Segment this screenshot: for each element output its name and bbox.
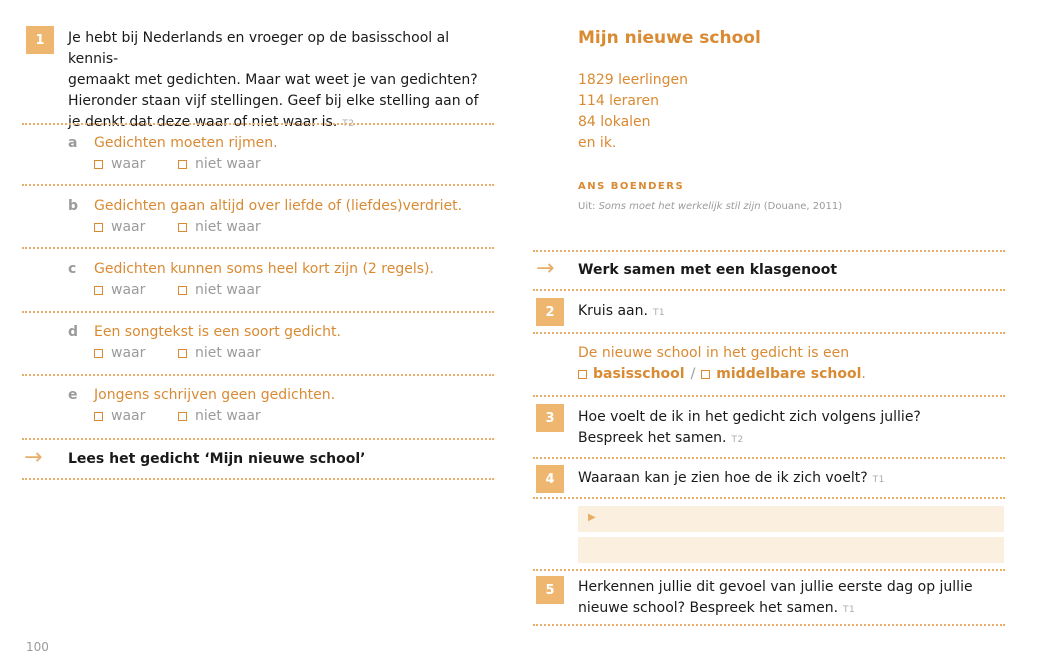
- divider: [533, 395, 1005, 397]
- statement-a-option-true[interactable]: waar: [94, 156, 145, 172]
- question-3-badge: 3: [536, 404, 564, 432]
- divider: [533, 569, 1005, 571]
- question-2-sentence: De nieuwe school in het gedicht is een: [578, 345, 850, 361]
- statement-b-option-false[interactable]: niet waar: [178, 219, 261, 235]
- statement-a-letter: a: [68, 135, 78, 151]
- statement-a-text: Gedichten moeten rijmen.: [94, 135, 278, 151]
- divider: [22, 374, 494, 376]
- divider: [22, 184, 494, 186]
- poem-body: [578, 70, 688, 154]
- checkbox-icon[interactable]: [578, 370, 587, 379]
- difficulty-tag: T1: [843, 605, 856, 615]
- poem-source: Uit: Soms moet het werkelijk stil zijn (Douane, 2011): [578, 201, 843, 212]
- question-2-badge: 2: [536, 298, 564, 326]
- statement-b-option-true[interactable]: waar: [94, 219, 145, 235]
- statement-e-text: Jongens schrijven geen gedichten.: [94, 387, 336, 403]
- divider: [22, 123, 494, 125]
- statement-d-text: Een songtekst is een soort gedicht.: [94, 324, 341, 340]
- difficulty-tag: T2: [731, 435, 744, 445]
- question-1-text: [68, 28, 498, 135]
- question-5-badge: 5: [536, 576, 564, 604]
- question-3-text: Hoe voelt de ik in het gedicht zich volgens jullie? Bespreek het samen. T2: [578, 409, 921, 446]
- choice-middelbare-school[interactable]: middelbare school.: [716, 366, 866, 382]
- checkbox-icon[interactable]: [94, 160, 103, 169]
- poem-title: Mijn nieuwe school: [578, 28, 761, 48]
- checkbox-icon[interactable]: [178, 286, 187, 295]
- statement-e-letter: e: [68, 387, 78, 403]
- checkbox-icon[interactable]: [178, 223, 187, 232]
- instruction-work-together: Werk samen met een klasgenoot: [578, 262, 838, 278]
- poem-line: 114 leraren: [578, 93, 659, 109]
- difficulty-tag: T2: [342, 119, 355, 129]
- question-2-choices: basisschool / middelbare school.: [578, 366, 866, 382]
- page-number: 100: [26, 640, 49, 654]
- choice-basisschool[interactable]: basisschool: [593, 366, 685, 382]
- checkbox-icon[interactable]: [701, 370, 710, 379]
- question-1-line: Hieronder staan vijf stellingen. Geef bij elke stelling aan of: [68, 93, 479, 109]
- arrow-right-icon: →: [536, 256, 555, 281]
- poem-author: ANS BOENDERS: [578, 181, 685, 192]
- question-4-badge: 4: [536, 465, 564, 493]
- checkbox-icon[interactable]: [178, 412, 187, 421]
- question-1-badge: 1: [26, 26, 54, 54]
- difficulty-tag: T1: [872, 475, 885, 485]
- play-marker-icon: ▶: [588, 512, 596, 523]
- checkbox-icon[interactable]: [94, 412, 103, 421]
- question-1-line: Je hebt bij Nederlands en vroeger op de basisschool al kennis-: [68, 30, 450, 67]
- divider: [533, 497, 1005, 499]
- statement-b-text: Gedichten gaan altijd over liefde of (liefdes)verdriet.: [94, 198, 463, 214]
- checkbox-icon[interactable]: [178, 349, 187, 358]
- statement-c-letter: c: [68, 261, 77, 277]
- difficulty-tag: T1: [652, 308, 666, 318]
- question-1-line: gemaakt met gedichten. Maar wat weet je van gedichten?: [68, 72, 478, 88]
- question-1-line: je denkt dat deze waar of niet waar is. T2: [68, 114, 355, 130]
- statement-c-option-false[interactable]: niet waar: [178, 282, 261, 298]
- answer-field[interactable]: [578, 537, 1004, 563]
- arrow-right-icon: →: [24, 445, 43, 470]
- statement-e-option-true[interactable]: waar: [94, 408, 145, 424]
- statement-e-option-false[interactable]: niet waar: [178, 408, 261, 424]
- statement-d-option-false[interactable]: niet waar: [178, 345, 261, 361]
- divider: [533, 457, 1005, 459]
- divider: [22, 247, 494, 249]
- statement-a-option-false[interactable]: niet waar: [178, 156, 261, 172]
- checkbox-icon[interactable]: [178, 160, 187, 169]
- statement-d-option-true[interactable]: waar: [94, 345, 145, 361]
- checkbox-icon[interactable]: [94, 349, 103, 358]
- checkbox-icon[interactable]: [94, 223, 103, 232]
- divider: [533, 250, 1005, 252]
- poem-line: 1829 leerlingen: [578, 72, 688, 88]
- divider: [22, 478, 494, 480]
- divider: [22, 438, 494, 440]
- divider: [533, 624, 1005, 626]
- statement-c-text: Gedichten kunnen soms heel kort zijn (2 regels).: [94, 261, 434, 277]
- question-5-text: Herkennen jullie dit gevoel van jullie eerste dag op jullie nieuwe school? Bespreek het samen. T1: [578, 579, 973, 616]
- statement-d-letter: d: [68, 324, 79, 340]
- poem-line: 84 lokalen: [578, 114, 651, 130]
- divider: [22, 311, 494, 313]
- poem-line: en ik.: [578, 135, 617, 151]
- divider: [533, 289, 1005, 291]
- question-2-text: Kruis aan. T1: [578, 303, 666, 319]
- statement-b-letter: b: [68, 198, 79, 214]
- divider: [533, 332, 1005, 334]
- statement-c-option-true[interactable]: waar: [94, 282, 145, 298]
- checkbox-icon[interactable]: [94, 286, 103, 295]
- answer-field[interactable]: [578, 506, 1004, 532]
- instruction-read-poem: Lees het gedicht ‘Mijn nieuwe school’: [68, 451, 366, 467]
- question-4-text: Waaraan kan je zien hoe de ik zich voelt? T1: [578, 470, 885, 486]
